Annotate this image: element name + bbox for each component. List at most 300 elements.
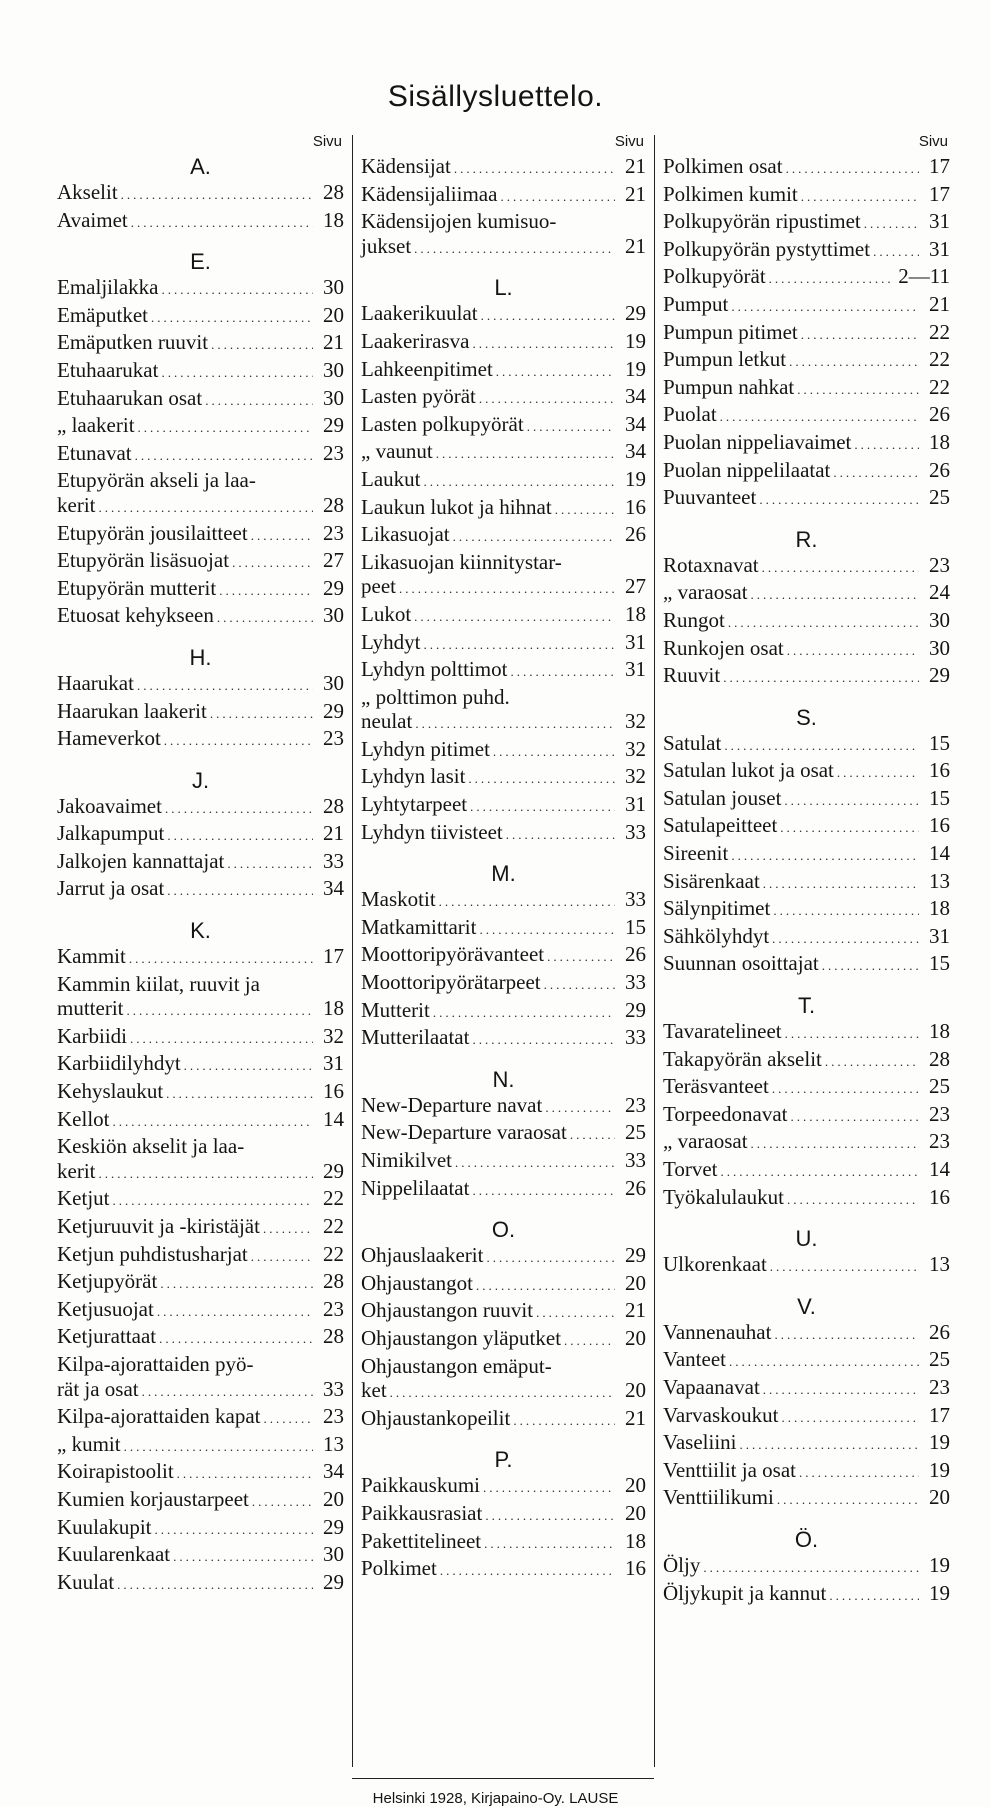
- page-number: 23: [323, 440, 344, 465]
- index-entry: [663, 1458, 950, 1486]
- leader-dots: [780, 816, 919, 841]
- index-entry: [663, 1252, 950, 1280]
- section-spacer: [361, 847, 646, 861]
- page-number: 26: [929, 1319, 950, 1344]
- leader-dots: [129, 947, 313, 972]
- index-entry: [361, 602, 646, 630]
- index-entry: [663, 430, 950, 458]
- entry-name: rät ja osat: [57, 1376, 139, 1401]
- entry-name: „ laakerit: [57, 413, 135, 438]
- leader-dots: [470, 795, 615, 820]
- page-number: 28: [323, 1324, 344, 1349]
- index-entry: [57, 944, 344, 972]
- leader-dots: [415, 712, 615, 737]
- page-number: 13: [323, 1431, 344, 1456]
- entry-name: Kumien korjaustarpeet: [57, 1486, 249, 1511]
- entry-name: Etupyörän jousilaitteet: [57, 520, 248, 545]
- index-entry: [361, 412, 646, 440]
- entry-name: Pumpun nahkat: [663, 374, 795, 399]
- section-letter: T.: [797, 993, 816, 1019]
- leader-dots: [822, 954, 919, 979]
- page-number: 25: [625, 1120, 646, 1145]
- leader-dots: [801, 185, 919, 210]
- entry-name: Ketjurattaat: [57, 1324, 157, 1349]
- entry-name: Vannenauhat: [663, 1319, 772, 1344]
- index-entry: [361, 820, 646, 848]
- index-entry: [663, 580, 950, 608]
- entry-name: Lukot: [361, 601, 412, 626]
- index-entry: [663, 320, 950, 348]
- index-entry: [57, 1186, 344, 1214]
- page-number: 20: [323, 302, 344, 327]
- index-entry: [57, 1269, 344, 1297]
- entry-name: Polkimet: [361, 1556, 437, 1581]
- leader-dots: [135, 444, 313, 469]
- section-spacer: [663, 1280, 950, 1294]
- leader-dots: [433, 1001, 615, 1026]
- index-entry: [663, 663, 950, 691]
- page-number: 30: [323, 385, 344, 410]
- leader-dots: [440, 1559, 615, 1584]
- index-entry: [361, 1556, 646, 1584]
- index-entry: [663, 553, 950, 581]
- leader-dots: [564, 1329, 615, 1354]
- index-entry: [57, 849, 344, 877]
- page-number: 17: [929, 154, 950, 178]
- entry-name: Karbiidilyhdyt: [57, 1051, 181, 1076]
- index-entry-line: „ polttimon puhd.: [361, 684, 510, 709]
- leader-dots: [772, 1077, 919, 1102]
- index-entry: [57, 1487, 344, 1515]
- leader-dots: [472, 1179, 615, 1204]
- index-entry: [361, 915, 646, 943]
- page-number: 32: [625, 736, 646, 761]
- leader-dots: [777, 1488, 919, 1513]
- leader-dots: [481, 304, 615, 329]
- page-number: 26: [929, 457, 950, 482]
- index-entry: [57, 699, 344, 727]
- entry-name: Lasten pyörät: [361, 384, 476, 409]
- column-divider: [654, 135, 655, 1767]
- index-entry: [361, 154, 646, 182]
- index-entry-line: Etupyörän akseli ja laa-: [57, 468, 256, 493]
- page-number: 19: [625, 328, 646, 353]
- leader-dots: [232, 551, 313, 576]
- page-number: 26: [625, 522, 646, 547]
- leader-dots: [493, 740, 615, 765]
- page-number: 22: [929, 374, 950, 399]
- leader-dots: [545, 1096, 615, 1121]
- index-entry: [663, 869, 950, 897]
- entry-name: Polkupyörän ripustimet: [663, 209, 861, 234]
- entry-name: Ketjupyörät: [57, 1269, 158, 1294]
- index-entry: [57, 1024, 344, 1052]
- page-number: 31: [625, 629, 646, 654]
- index-entry-line: Keskiön akselit ja laa-: [57, 1134, 245, 1159]
- leader-dots: [127, 999, 314, 1024]
- page-number: 33: [625, 819, 646, 844]
- page-number: 33: [323, 848, 344, 873]
- entry-name: Lyhdyn pitimet: [361, 736, 490, 761]
- page-number: 16: [625, 1556, 646, 1581]
- entry-name: Hameverkot: [57, 726, 161, 751]
- page-number: 25: [929, 1074, 950, 1099]
- leader-dots: [790, 1105, 919, 1130]
- page-number: 30: [323, 275, 344, 300]
- page-number: 32: [323, 1023, 344, 1048]
- index-entry: [663, 636, 950, 664]
- page-number: 15: [929, 730, 950, 755]
- index-entry: [361, 1093, 646, 1121]
- page-number: 29: [323, 698, 344, 723]
- page-number: 18: [323, 207, 344, 232]
- index-entry: [361, 1271, 646, 1299]
- entry-name: Jakoavaimet: [57, 793, 162, 818]
- section-spacer: [663, 1212, 950, 1226]
- index-entry: [663, 375, 950, 403]
- section-letter: P.: [494, 1447, 513, 1473]
- leader-dots: [723, 666, 919, 691]
- entry-name: Paikkauskumi: [361, 1473, 480, 1498]
- page-number: 13: [929, 1252, 950, 1277]
- leader-dots: [166, 1082, 313, 1107]
- index-entry: [57, 493, 344, 521]
- page-number: 21: [625, 233, 646, 258]
- index-entry: [57, 548, 344, 576]
- index-entry: [57, 1079, 344, 1107]
- index-entry: [57, 330, 344, 358]
- imprint-footer: Helsinki 1928, Kirjapaino-Oy. LAUSE: [372, 1790, 619, 1807]
- index-entry: [361, 1473, 646, 1501]
- leader-dots: [854, 433, 919, 458]
- page-number: 20: [323, 1486, 344, 1511]
- leader-dots: [555, 498, 615, 523]
- entry-name: Maskotit: [361, 887, 436, 912]
- page-number: 30: [323, 603, 344, 628]
- leader-dots: [151, 306, 313, 331]
- entry-name: „ kumit: [57, 1431, 121, 1456]
- index-entry: [57, 1324, 344, 1352]
- index-entry: [57, 413, 344, 441]
- page-number: 15: [929, 951, 950, 976]
- page-column-header: Sivu: [918, 133, 948, 150]
- entry-name: Laukut: [361, 466, 421, 491]
- page-number: 28: [929, 1046, 950, 1071]
- leader-dots: [455, 1151, 615, 1176]
- page-number: 23: [323, 520, 344, 545]
- leader-dots: [264, 1407, 314, 1432]
- entry-name: Laakerirasva: [361, 328, 470, 353]
- index-entry: [663, 731, 950, 759]
- leader-dots: [159, 1327, 313, 1352]
- page-number: 21: [625, 181, 646, 206]
- entry-name: Pakettitelineet: [361, 1528, 482, 1553]
- entry-name: Työkalulaukut: [663, 1184, 785, 1209]
- index-entry: [663, 209, 950, 237]
- page-number: 20: [929, 1485, 950, 1510]
- leader-dots: [536, 1301, 615, 1326]
- index-entry: [361, 301, 646, 329]
- page-number: 31: [625, 657, 646, 682]
- leader-dots: [762, 556, 919, 581]
- page-number: 33: [625, 1148, 646, 1172]
- entry-name: Rotaxnavat: [663, 552, 759, 577]
- leader-dots: [784, 789, 919, 814]
- entry-name: Ohjaustangot: [361, 1270, 473, 1295]
- index-entry: [663, 264, 950, 292]
- leader-dots: [799, 1461, 919, 1486]
- entry-name: Laukun lukot ja hihnat: [361, 494, 552, 519]
- entry-name: Emäputket: [57, 302, 148, 327]
- page-column-header: Sivu: [312, 133, 342, 150]
- leader-dots: [721, 1160, 919, 1185]
- page-number: 23: [929, 1374, 950, 1399]
- page-number: 28: [323, 180, 344, 204]
- leader-dots: [98, 1162, 313, 1187]
- page-number: 21: [323, 821, 344, 846]
- page-number: 29: [323, 1514, 344, 1539]
- index-entry: [57, 726, 344, 754]
- page-number: 21: [323, 330, 344, 355]
- page-number: 31: [323, 1051, 344, 1076]
- entry-name: Lyhdyt: [361, 629, 421, 654]
- page-number: 31: [929, 209, 950, 234]
- leader-dots: [211, 333, 313, 358]
- leader-dots: [113, 1189, 314, 1214]
- entry-name: Kuulat: [57, 1569, 115, 1594]
- index-entry: [361, 1529, 646, 1557]
- page-number: 28: [323, 793, 344, 818]
- section-spacer: [361, 1053, 646, 1067]
- index-entry: [361, 657, 646, 685]
- index-entry: [361, 1120, 646, 1148]
- leader-dots: [155, 1518, 314, 1543]
- leader-dots: [547, 945, 615, 970]
- page-number: 29: [625, 1243, 646, 1268]
- leader-dots: [703, 1556, 919, 1581]
- entry-name: Polkimen kumit: [663, 181, 798, 206]
- entry-name: Lasten polkupyörät: [361, 411, 524, 436]
- leader-dots: [165, 797, 313, 822]
- page-number: 16: [323, 1079, 344, 1104]
- section-spacer: [663, 513, 950, 527]
- index-entry: [361, 1243, 646, 1271]
- index-entry-line: Kädensijojen kumisuo-: [361, 209, 557, 234]
- leader-dots: [544, 973, 615, 998]
- leader-dots: [496, 360, 615, 385]
- leader-dots: [124, 1435, 313, 1460]
- index-entry: [57, 1242, 344, 1270]
- leader-dots: [439, 890, 615, 915]
- leader-dots: [829, 1584, 919, 1609]
- leader-dots: [731, 295, 919, 320]
- leader-dots: [219, 579, 313, 604]
- entry-name: Venttiilikumi: [663, 1485, 774, 1510]
- page-number: 18: [929, 896, 950, 921]
- leader-dots: [227, 852, 313, 877]
- entry-name: Torpeedonavat: [663, 1101, 788, 1126]
- page-number: 30: [323, 1542, 344, 1567]
- index-entry: [663, 608, 950, 636]
- index-entry: [361, 439, 646, 467]
- index-entry-line: Likasuojan kiinnitystar-: [361, 549, 562, 574]
- page-number: 14: [929, 1157, 950, 1181]
- page-number: 32: [625, 709, 646, 734]
- entry-name: Emäputken ruuvit: [57, 330, 209, 355]
- index-entry: [663, 1430, 950, 1458]
- page-number: 15: [625, 914, 646, 939]
- leader-dots: [486, 1246, 615, 1271]
- leader-dots: [506, 823, 615, 848]
- entry-name: „ varaosat: [663, 1129, 748, 1154]
- index-entry: [663, 237, 950, 265]
- index-entry: [361, 1176, 646, 1204]
- entry-name: Ulkorenkaat: [663, 1252, 767, 1277]
- leader-dots: [468, 767, 615, 792]
- entry-name: Karbiidi: [57, 1023, 127, 1048]
- leader-dots: [785, 1022, 919, 1047]
- section-spacer: [57, 631, 344, 645]
- page-number: 14: [929, 841, 950, 866]
- page-number: 15: [929, 785, 950, 810]
- entry-name: Kehyslaukut: [57, 1079, 164, 1104]
- page-number: 20: [625, 1473, 646, 1498]
- index-entry: [361, 709, 646, 737]
- section-spacer: [361, 1433, 646, 1447]
- index-entry: [57, 1570, 344, 1598]
- entry-name: Jarrut ja osat: [57, 876, 165, 901]
- index-entry: [361, 942, 646, 970]
- entry-name: Etuosat kehykseen: [57, 603, 214, 628]
- index-entry: [663, 154, 950, 182]
- section-letter: A.: [190, 154, 211, 179]
- index-entry: [663, 924, 950, 952]
- page-number: 19: [625, 466, 646, 491]
- section-letter: H.: [189, 644, 212, 670]
- index-entry: [57, 303, 344, 331]
- leader-dots: [740, 1433, 920, 1458]
- entry-name: Laakerikuulat: [361, 301, 478, 326]
- index-entry: [361, 234, 646, 262]
- entry-name: Matkamittarit: [361, 914, 477, 939]
- section-letter: V.: [797, 1293, 816, 1319]
- page-number: 33: [625, 970, 646, 995]
- entry-name: Öljy: [663, 1552, 701, 1577]
- leader-dots: [453, 525, 615, 550]
- index-entry: [663, 1129, 950, 1157]
- entry-name: Sisärenkaat: [663, 868, 760, 893]
- page-number: 18: [625, 601, 646, 626]
- page-number: 34: [625, 384, 646, 409]
- index-entry: [57, 1107, 344, 1135]
- entry-name: Takapyörän akselit: [663, 1046, 822, 1071]
- page-number: 29: [625, 997, 646, 1022]
- entry-name: Ohjaustangon yläputket: [361, 1325, 562, 1350]
- index-entry: [663, 951, 950, 979]
- entry-name: Venttiilit ja osat: [663, 1457, 796, 1482]
- entry-name: Kellot: [57, 1106, 110, 1131]
- page-number: 30: [323, 670, 344, 695]
- leader-dots: [177, 1462, 313, 1487]
- entry-name: Haarukan laakerit: [57, 698, 207, 723]
- page-number: 34: [625, 411, 646, 436]
- entry-name: Pumpun pitimet: [663, 319, 798, 344]
- page-number: 25: [929, 485, 950, 510]
- index-entry: [361, 495, 646, 523]
- leader-dots: [479, 918, 615, 943]
- page-number: 23: [323, 1296, 344, 1321]
- index-entry: [57, 603, 344, 631]
- page-number: 22: [323, 1186, 344, 1211]
- leader-dots: [390, 1381, 615, 1406]
- page-number: 13: [929, 868, 950, 893]
- entry-name: kerit: [57, 1158, 96, 1183]
- entry-name: peet: [361, 574, 396, 599]
- entry-name: Etupyörän lisäsuojat: [57, 548, 230, 573]
- entry-name: New-Departure navat: [361, 1092, 543, 1117]
- entry-name: Ketjusuojat: [57, 1296, 154, 1321]
- page-number: 21: [625, 154, 646, 178]
- index-entry: [361, 630, 646, 658]
- leader-dots: [873, 240, 919, 265]
- index-entry: [663, 1553, 950, 1581]
- index-entry: [663, 786, 950, 814]
- section-spacer: [663, 691, 950, 705]
- page-number: 17: [929, 181, 950, 206]
- page-number: 18: [323, 996, 344, 1021]
- entry-name: Rungot: [663, 607, 725, 632]
- leader-dots: [476, 1274, 615, 1299]
- leader-dots: [161, 278, 313, 303]
- entry-name: Puolat: [663, 402, 717, 427]
- section-letter: S.: [796, 704, 817, 730]
- index-entry: [663, 292, 950, 320]
- entry-name: Kuularenkaat: [57, 1542, 171, 1567]
- index-entry: [663, 1485, 950, 1513]
- index-entry: [361, 467, 646, 495]
- entry-name: Etupyörän mutterit: [57, 575, 217, 600]
- page-number: 20: [625, 1325, 646, 1350]
- leader-dots: [787, 1188, 919, 1213]
- page-number: 14: [323, 1106, 344, 1131]
- index-entry: [663, 402, 950, 430]
- page-number: 17: [323, 944, 344, 969]
- entry-name: Ketjut: [57, 1186, 110, 1211]
- entry-name: Nippelilaatat: [361, 1175, 470, 1200]
- index-entry: [663, 758, 950, 786]
- leader-dots: [763, 872, 919, 897]
- page-number: 22: [323, 1214, 344, 1238]
- page-number: 22: [323, 1241, 344, 1266]
- index-entry: [57, 671, 344, 699]
- entry-name: Haarukat: [57, 670, 134, 695]
- index-entry: [57, 794, 344, 822]
- entry-name: Paikkausrasiat: [361, 1500, 483, 1525]
- index-entry: [57, 275, 344, 303]
- leader-dots: [720, 405, 919, 430]
- leader-dots: [414, 605, 615, 630]
- leader-dots: [184, 1054, 313, 1079]
- page-number: 29: [323, 413, 344, 438]
- entry-name: Kammit: [57, 944, 126, 969]
- page-number: 26: [625, 942, 646, 967]
- leader-dots: [130, 1027, 313, 1052]
- page-number: 32: [625, 764, 646, 789]
- index-entry: [57, 821, 344, 849]
- page-number: 18: [929, 1019, 950, 1044]
- leader-dots: [801, 323, 919, 348]
- leader-dots: [527, 415, 615, 440]
